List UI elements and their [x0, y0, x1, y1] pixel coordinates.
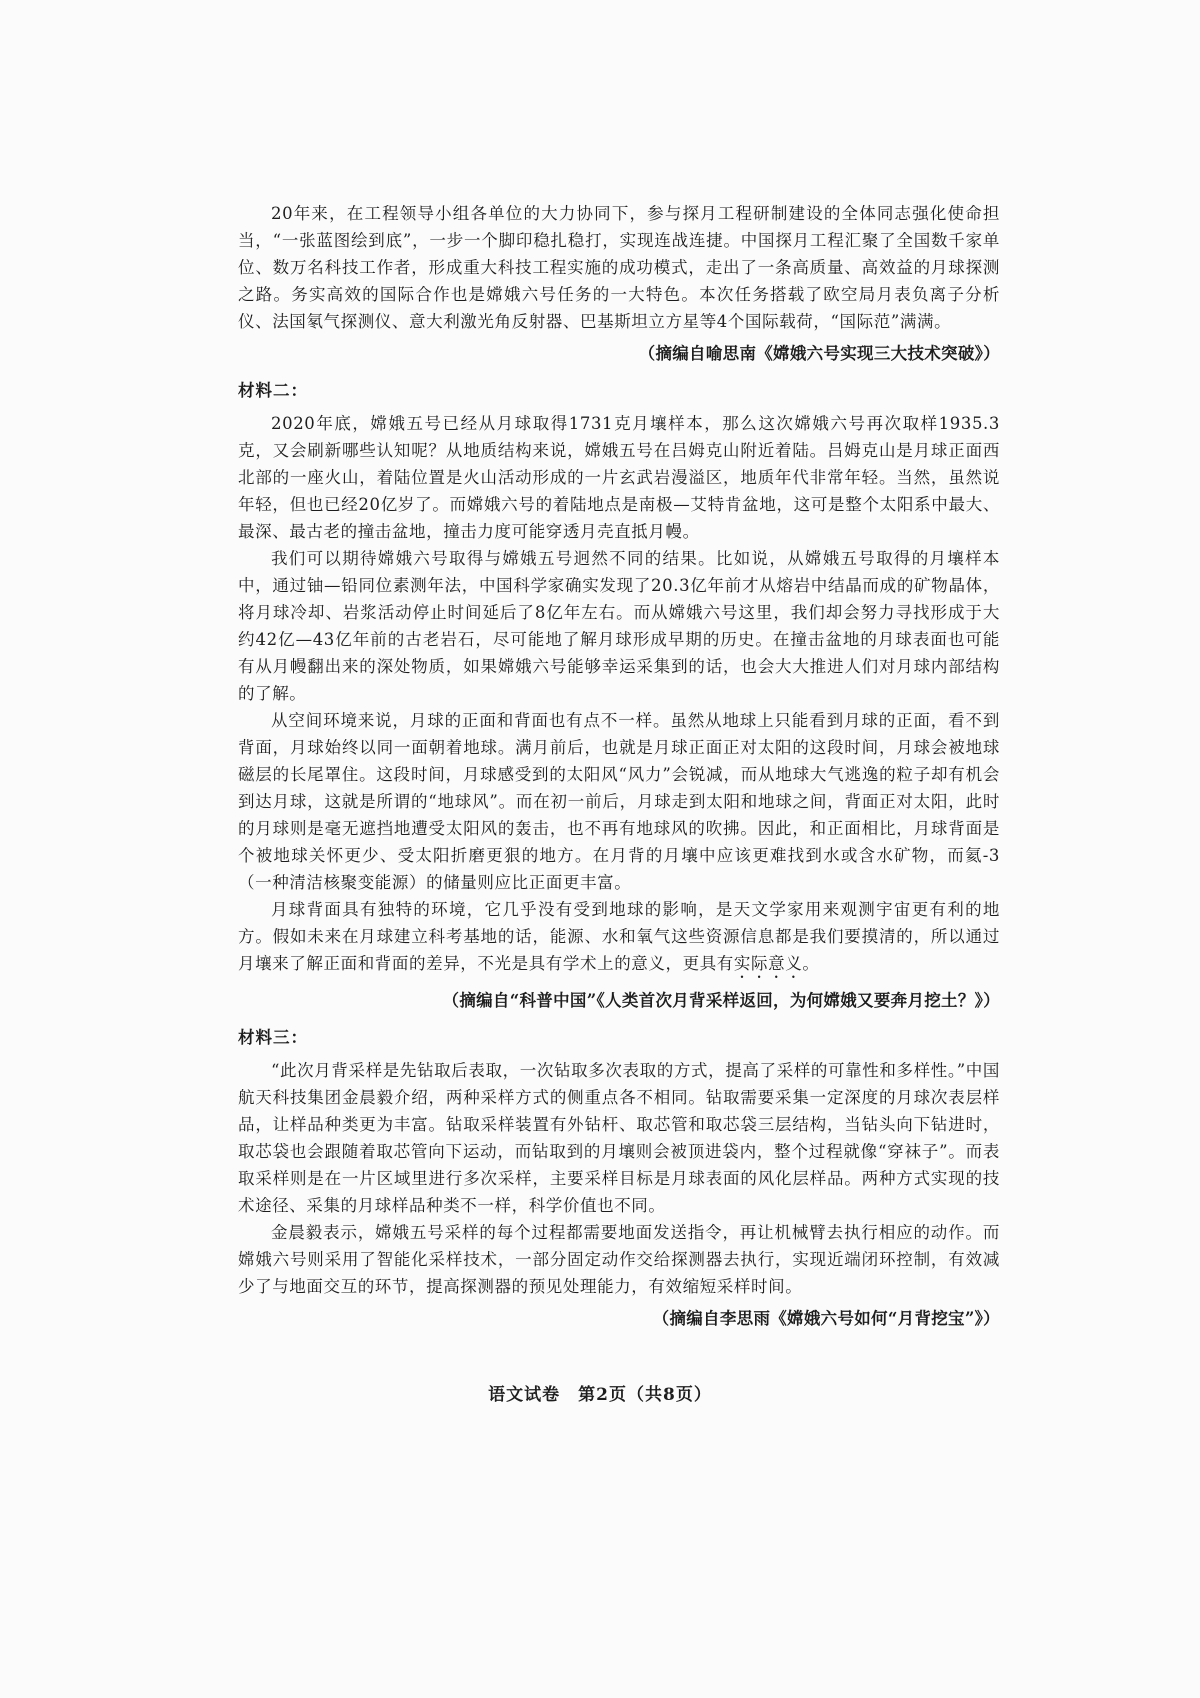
- paragraph-end: 。: [802, 954, 820, 973]
- material-two-paragraph-1: 2020年底，嫦娥五号已经从月球取得1731克月壤样本，那么这次嫦娥六号再次取样1935.3克，又会刷新哪些认知呢？从地质结构来说，嫦娥五号在吕姆克山附近着陆。吕姆克山是月球正面西北部的一座火山，着陆位置是火山活动形成的一片玄武岩漫溢区，地质年代非常年轻。当然，虽然说年轻，但也已经20亿岁了。而嫦娥六号的着陆地点是南极—艾特肯盆地，这可是整个太阳系中最大、最深、最古老的撞击盆地，撞击力度可能穿透月壳直抵月幔。: [238, 414, 1000, 541]
- page-content: [238, 200, 1000, 1332]
- material-two-paragraph-4: [238, 896, 1000, 982]
- material-three-heading: 材料三：: [238, 1028, 308, 1047]
- material-one-source: （摘编自喻思南《嫦娥六号实现三大技术突破》）: [638, 344, 1000, 363]
- material-two-heading: 材料二：: [238, 381, 308, 400]
- material-two-source: （摘编自“科普中国”《人类首次月背采样返回，为何嫦娥又要奔月挖土？》）: [442, 991, 1000, 1010]
- paragraph-text: 月球背面具有独特的环境，它几乎没有受到地球的影响，是天文学家用来观测宇宙更有利的地方。假如未来在月球建立科考基地的话，能源、水和氧气这些资源信息都是我们要摸清的，所以通过月壤来了解正面和背面的差异，不光是具有学术上的意义，更具有: [238, 900, 1000, 973]
- material-three-paragraph-2: 金晨毅表示，嫦娥五号采样的每个过程都需要地面发送指令，再让机械臂去执行相应的动作。而嫦娥六号则采用了智能化采样技术，一部分固定动作交给探测器去执行，实现近端闭环控制，有效减少了与地面交互的环节，提高探测器的预见处理能力，有效缩短采样时间。: [238, 1223, 1000, 1296]
- material-two-paragraph-2: 我们可以期待嫦娥六号取得与嫦娥五号迥然不同的结果。比如说，从嫦娥五号取得的月壤样本中，通过铀—铅同位素测年法，中国科学家确实发现了20.3亿年前才从熔岩中结晶而成的矿物晶体，将月球冷却、岩浆活动停止时间延后了8亿年左右。而从嫦娥六号这里，我们却会努力寻找形成于大约42亿—43亿年前的古老岩石，尽可能地了解月球形成早期的历史。在撞击盆地的月球表面也可能有从月幔翻出来的深处物质，如果嫦娥六号能够幸运采集到的话，也会大大推进人们对月球内部结构的了解。: [238, 549, 1000, 703]
- material-one-paragraph: 20年来，在工程领导小组各单位的大力协同下，参与探月工程研制建设的全体同志强化使命担当，“一张蓝图绘到底”，一步一个脚印稳扎稳打，实现连战连捷。中国探月工程汇聚了全国数千家单位、数万名科技工作者，形成重大科技工程实施的成功模式，走出了一条高质量、高效益的月球探测之路。务实高效的国际合作也是嫦娥六号任务的一大特色。本次任务搭载了欧空局月表负离子分析仪、法国氡气探测仪、意大利激光角反射器、巴基斯坦立方星等4个国际载荷，“国际范”满满。: [238, 204, 1000, 331]
- material-three-paragraph-1: “此次月背采样是先钻取后表取，一次钻取多次表取的方式，提高了采样的可靠性和多样性。”中国航天科技集团金晨毅介绍，两种采样方式的侧重点各不相同。钻取需要采集一定深度的月球次表层样品，让样品种类更为丰富。钻取采样装置有外钻杆、取芯管和取芯袋三层结构，当钻头向下钻进时，取芯袋也会跟随着取芯管向下运动，而钻取到的月壤则会被顶进袋内，整个过程就像“穿袜子”。而表取采样则是在一片区域里进行多次采样，主要采样目标是月球表面的风化层样品。两种方式实现的技术途径、采集的月球样品种类不一样，科学价值也不同。: [238, 1061, 1000, 1215]
- material-three-source: （摘编自李思雨《嫦娥六号如何“月背挖宝”》）: [652, 1309, 1000, 1328]
- emphasized-term: 实际意义: [733, 954, 803, 973]
- material-two-paragraph-3: 从空间环境来说，月球的正面和背面也有点不一样。虽然从地球上只能看到月球的正面，看不到背面，月球始终以同一面朝着地球。满月前后，也就是月球正面正对太阳的这段时间，月球会被地球磁层的长尾罩住。这段时间，月球感受到的太阳风“风力”会锐减，而从地球大气逃逸的粒子却有机会到达月球，这就是所谓的“地球风”。而在初一前后，月球走到太阳和地球之间，背面正对太阳，此时的月球则是毫无遮挡地遭受太阳风的轰击，也不再有地球风的吹拂。因此，和正面相比，月球背面是个被地球关怀更少、受太阳折磨更狠的地方。在月背的月壤中应该更难找到水或含水矿物，而氦-3（一种清洁核聚变能源）的储量则应比正面更丰富。: [238, 711, 1000, 892]
- page-footer: 语文试卷 第2页（共8页）: [488, 1385, 712, 1405]
